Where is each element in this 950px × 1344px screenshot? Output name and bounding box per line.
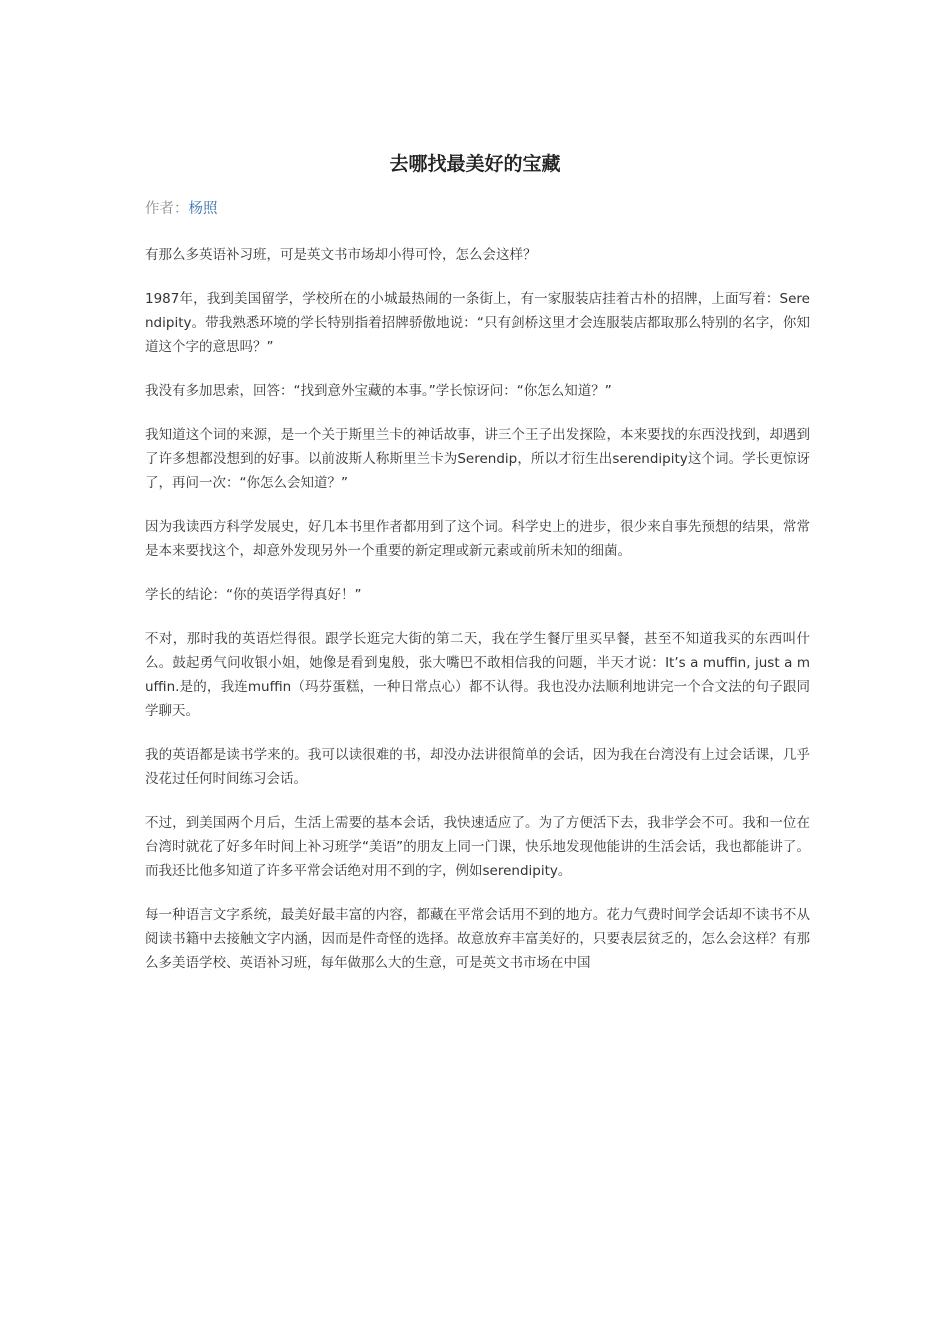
paragraph: 不对，那时我的英语烂得很。跟学长逛完大街的第二天，我在学生餐厅里买早餐，甚至不知道我买的东西叫什么。鼓起勇气问收银小姐，她像是看到鬼般，张大嘴巴不敢相信我的问题，半天才说：It’s a muffin, just a muffin.是的，我连muffin（玛芬蛋糕，一种日常点心）都不认得。我也没办法顺利地讲完一个合文法的句子跟同学聊天。 — [145, 631, 810, 719]
paragraph: 我知道这个词的来源，是一个关于斯里兰卡的神话故事，讲三个王子出发探险，本来要找的东西没找到，却遇到了许多想都没想到的好事。以前波斯人称斯里兰卡为Serendip，所以才衍生出serendipity这个词。学长更惊讶了，再问一次：“你怎么会知道？” — [145, 427, 810, 491]
author-line — [145, 198, 218, 220]
article-title: 去哪找最美好的宝藏 — [389, 152, 561, 175]
paragraph: 每一种语言文字系统，最美好最丰富的内容，都藏在平常会话用不到的地方。花力气费时间学会话却不读书不从阅读书籍中去接触文字内涵，因而是件奇怪的选择。故意放弃丰富美好的，只要表层贫乏的，怎么会这样？有那么多美语学校、英语补习班，每年做那么大的生意，可是英文书市场在中国 — [145, 907, 810, 971]
author-name-link[interactable]: 杨照 — [188, 201, 218, 217]
paragraph: 1987年，我到美国留学，学校所在的小城最热闹的一条街上，有一家服装店挂着古朴的招牌，上面写着：Serendipity。带我熟悉环境的学长特别指着招牌骄傲地说：“只有剑桥这里才会连服装店都取那么特别的名字，你知道这个字的意思吗？” — [145, 291, 810, 355]
paragraph: 我的英语都是读书学来的。我可以读很难的书，却没办法讲很简单的会话，因为我在台湾没有上过会话课，几乎没花过任何时间练习会话。 — [145, 747, 810, 787]
paragraph: 学长的结论：“你的英语学得真好！” — [145, 587, 362, 603]
article-body — [145, 243, 810, 995]
author-label: 作者： — [145, 201, 189, 217]
paragraph: 因为我读西方科学发展史，好几本书里作者都用到了这个词。科学史上的进步，很少来自事先预想的结果，常常是本来要找这个，却意外发现另外一个重要的新定理或新元素或前所未知的细菌。 — [145, 519, 810, 559]
paragraph: 有那么多英语补习班，可是英文书市场却小得可怜，怎么会这样？ — [145, 247, 537, 263]
paragraph: 不过，到美国两个月后，生活上需要的基本会话，我快速适应了。为了方便活下去，我非学会不可。我和一位在台湾时就花了好多年时间上补习班学“美语”的朋友上同一门课，快乐地发现他能讲的生活会话，我也都能讲了。而我还比他多知道了许多平常会话绝对用不到的字，例如serendipity。 — [145, 815, 810, 879]
paragraph: 我没有多加思索，回答：“找到意外宝藏的本事。”学长惊讶问：“你怎么知道？” — [145, 383, 612, 399]
